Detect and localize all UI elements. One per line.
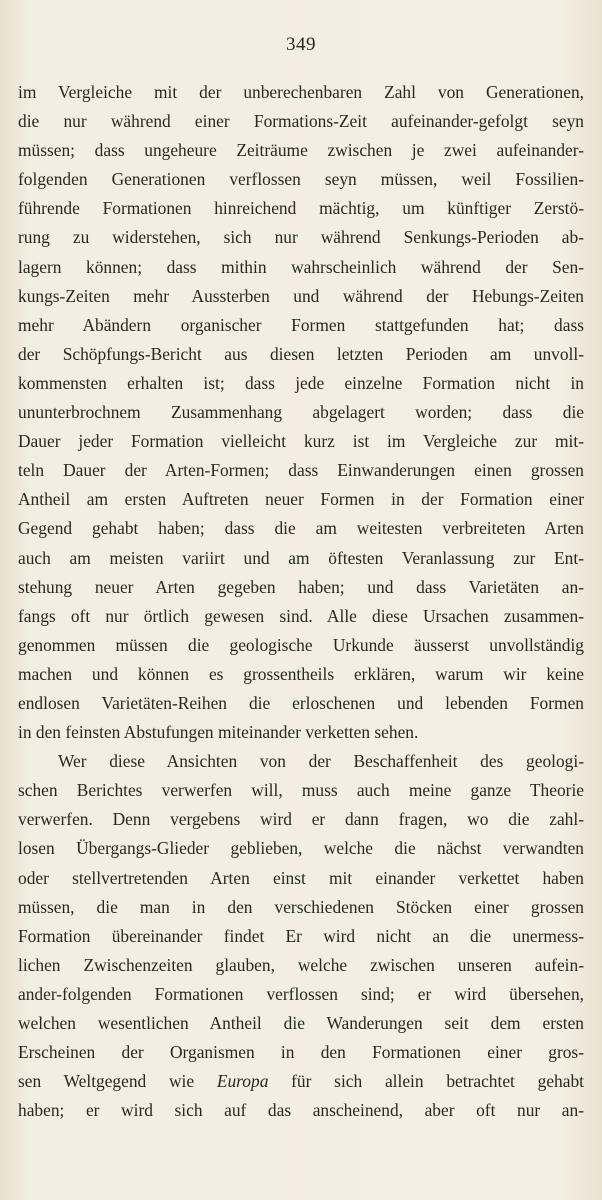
text-line: müssen, die man in den verschiedenen Stöcken einer grossen	[18, 896, 584, 917]
text-line: mehr Abändern organischer Formen stattgefunden hat; dass	[18, 314, 584, 335]
text-line: welchen wesentlichen Antheil die Wanderungen seit dem ersten	[18, 1013, 584, 1033]
text-line: kungs-Zeiten mehr Aussterben und während der Hebungs-Zeiten	[18, 285, 584, 306]
text-line: Antheil am ersten Auftreten neuer Formen in der Formation einer	[18, 489, 584, 510]
text-line: losen Übergangs-Glieder geblieben, welche die nächst verwandten	[18, 838, 584, 859]
text-line: oder stellvertretenden Arten einst mit einander verkettet haben	[18, 867, 584, 888]
text-line: führende Formationen hinreichend mächtig, um künftiger Zerstö-	[18, 198, 584, 219]
page-number: 349	[286, 34, 316, 55]
text-line: im Vergleiche mit der unberechenbaren Zahl von Generationen,	[18, 82, 584, 102]
text-line: fangs oft nur örtlich gewesen sind. Alle diese Ursachen zusammen-	[18, 605, 584, 626]
text-line: Gegend gehabt haben; dass die am weitesten verbreiteten Arten	[18, 518, 584, 539]
body-text	[18, 78, 584, 1125]
text-line: teln Dauer der Arten-Formen; dass Einwanderungen einen grossen	[18, 460, 584, 481]
text-line: ander-folgenden Formationen verflossen sind; er wird übersehen,	[18, 983, 584, 1004]
text-line: die nur während einer Formations-Zeit aufeinander-gefolgt seyn	[18, 111, 584, 132]
text-line: rung zu widerstehen, sich nur während Senkungs-Perioden ab-	[18, 227, 584, 248]
text-line: lagern können; dass mithin wahrscheinlich während der Sen-	[18, 256, 584, 277]
text-line: folgenden Generationen verflossen seyn müssen, weil Fossilien-	[18, 169, 584, 190]
text-line: in den feinsten Abstufungen miteinander verketten sehen.	[18, 722, 419, 743]
text-line: Erscheinen der Organismen in den Formationen einer gros-	[18, 1042, 584, 1063]
text-line: machen und können es grossentheils erklären, warum wir keine	[18, 663, 584, 684]
text-line: müssen; dass ungeheure Zeiträume zwischen je zwei aufeinander-	[18, 140, 584, 161]
text-line: lichen Zwischenzeiten glauben, welche zwischen unseren aufein-	[18, 954, 584, 975]
text-line: haben; er wird sich auf das anscheinend, aber oft nur an-	[18, 1100, 584, 1121]
text-line: der Schöpfungs-Bericht aus diesen letzten Perioden am unvoll-	[18, 343, 584, 364]
text-line: endlosen Varietäten-Reihen die erloschenen und lebenden Formen	[18, 692, 584, 713]
text-line: schen Berichtes verwerfen will, muss auch meine ganze Theorie	[18, 780, 584, 801]
text-line: Dauer jeder Formation vielleicht kurz ist im Vergleiche zur mit-	[18, 431, 584, 452]
paragraph-1	[18, 78, 584, 747]
text-line: verwerfen. Denn vergebens wird er dann fragen, wo die zahl-	[18, 809, 584, 830]
emphasized-place-name: Europa	[216, 1071, 269, 1092]
text-line: stehung neuer Arten gegeben haben; und dass Varietäten an-	[18, 576, 584, 597]
paragraph-2	[18, 747, 584, 1125]
text-line: kommensten erhalten ist; dass jede einzelne Formation nicht in	[18, 372, 584, 393]
text-line: Wer diese Ansichten von der Beschaffenheit des geologi-	[58, 751, 584, 772]
text-line: genommen müssen die geologische Urkunde äusserst unvollständig	[18, 634, 584, 655]
text-segment: für sich allein betrachtet gehabt	[268, 1071, 584, 1092]
text-line	[18, 1067, 584, 1096]
text-line: ununterbrochnem Zusammenhang abgelagert worden; dass die	[18, 402, 584, 423]
text-segment: sen Weltgegend wie	[18, 1071, 217, 1092]
text-line: Formation übereinander findet Er wird nicht an die unermess-	[18, 925, 584, 946]
text-line: auch am meisten variirt und am öftesten Veranlassung zur Ent-	[18, 547, 584, 568]
